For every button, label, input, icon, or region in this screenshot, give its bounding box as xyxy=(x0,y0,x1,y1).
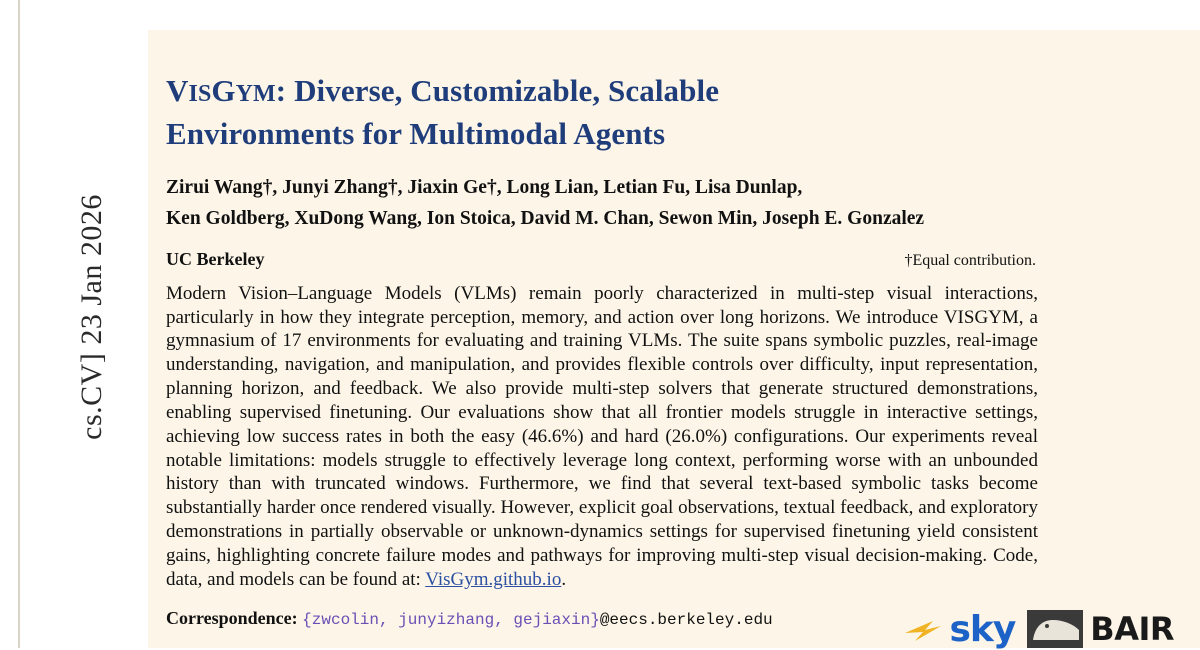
paper-page xyxy=(148,30,1200,648)
author-line-2: Ken Goldberg, XuDong Wang, Ion Stoica, David M. Chan, Sewon Min, Joseph E. Gonzalez xyxy=(166,208,925,230)
abstract-body: Modern Vision–Language Models (VLMs) remain poorly characterized in multi-step visual interactions, particularly in how they integrate perception, memory, and action over long horizons. We introduce VISGYM, a gymnasium of 17 environments for evaluating and training VLMs. The suite spans symbolic puzzles, real-image understanding, navigation, and manipulation, and provides flexible controls over difficulty, input representation, planning horizon, and feedback. We also provide multi-step solvers that generate structured demonstrations, enabling supervised finetuning. Our evaluations show that all frontier models struggle in interactive settings, achieving low success rates in both the easy (46.6%) and hard (26.0%) configurations. Our experiments reveal notable limitations: models struggle to effectively leverage long context, performing worse with an unbounded history than with truncated windows. Furthermore, we find that several text-based symbolic tasks become substantially harder once rendered visually. However, explicit goal observations, textual feedback, and exploratory demonstrations in partially observable or unknown-dynamics settings for supervised finetuning yield consistent gains, highlighting concrete failure modes and pathways for improving multi-step visual decision-making. Code, data, and models can be found at: xyxy=(166,282,1038,590)
equal-contribution-note: †Equal contribution. xyxy=(904,251,1036,269)
title-visgym-is: IS xyxy=(188,81,212,107)
author-line-1: Zirui Wang†, Junyi Zhang†, Jiaxin Ge†, Long Lian, Letian Fu, Lisa Dunlap, xyxy=(166,176,803,198)
title-line-1-rest: : Diverse, Customizable, Scalable xyxy=(275,73,720,108)
correspondence-ids: {zwcolin, junyizhang, gejiaxin} xyxy=(302,610,600,629)
project-website-link[interactable]: VisGym.github.io xyxy=(425,568,562,590)
bair-logo-label: BAIR xyxy=(1090,610,1174,648)
abstract-text xyxy=(166,282,1038,592)
logo-row xyxy=(903,604,1174,648)
author-list xyxy=(166,172,1001,235)
sky-logo xyxy=(903,609,1016,650)
abstract-tail: . xyxy=(561,568,567,590)
affiliation-row xyxy=(166,249,1036,270)
bair-logo xyxy=(1027,610,1174,648)
page-title xyxy=(166,70,966,156)
title-visgym-v: V xyxy=(166,73,189,108)
sky-arrow-icon xyxy=(903,617,943,643)
sky-logo-label: sky xyxy=(949,609,1016,650)
correspondence-label: Correspondence: xyxy=(166,607,298,628)
title-visgym-g: G xyxy=(211,73,236,108)
title-line-2: Environments for Multimodal Agents xyxy=(166,115,666,151)
arxiv-stamp xyxy=(0,0,150,648)
page-edge-divider xyxy=(18,0,20,648)
affiliation: UC Berkeley xyxy=(166,248,265,269)
bear-icon xyxy=(1027,610,1083,648)
correspondence-email xyxy=(302,611,772,629)
arxiv-stamp-text: cs.CV] 23 Jan 2026 xyxy=(75,194,108,440)
correspondence-domain: @eecs.berkeley.edu xyxy=(599,610,773,629)
title-visgym-ym: YM xyxy=(235,81,276,107)
